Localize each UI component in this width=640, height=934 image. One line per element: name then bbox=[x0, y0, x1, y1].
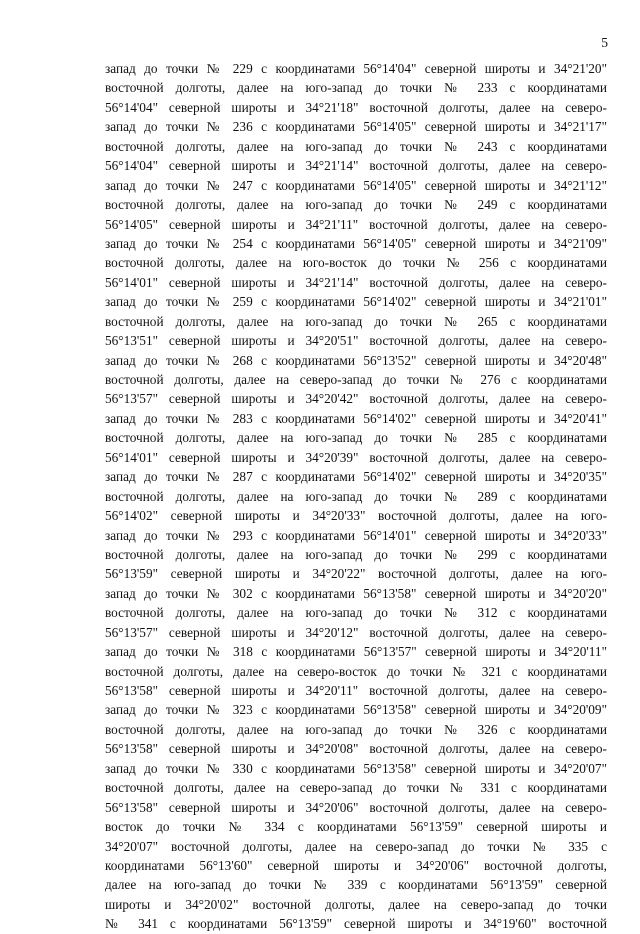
text-line: координатами 56°13'60" северной широты и 34°20'06" восточной долготы, bbox=[105, 857, 607, 873]
text-line: запад до точки № 293 с координатами 56°14'01" северной широты и 34°20'33" bbox=[105, 527, 607, 543]
text-line: 56°13'57" северной широты и 34°20'12" восточной долготы, далее на северо- bbox=[105, 624, 607, 640]
text-line: восток до точки № 334 с координатами 56°13'59" северной широты и bbox=[105, 819, 607, 835]
text-line: запад до точки № 247 с координатами 56°14'05" северной широты и 34°21'12" bbox=[105, 177, 607, 193]
text-line: запад до точки № 323 с координатами 56°13'58" северной широты и 34°20'09" bbox=[105, 702, 607, 718]
text-line: запад до точки № 330 с координатами 56°13'58" северной широты и 34°20'07" bbox=[105, 760, 607, 776]
text-line: запад до точки № 259 с координатами 56°14'02" северной широты и 34°21'01" bbox=[105, 294, 607, 310]
text-line: 56°14'04" северной широты и 34°21'14" восточной долготы, далее на северо- bbox=[105, 158, 607, 174]
text-line: восточной долготы, далее на юго-запад до точки № 249 с координатами bbox=[105, 197, 607, 213]
text-line: запад до точки № 254 с координатами 56°14'05" северной широты и 34°21'09" bbox=[105, 235, 607, 251]
text-line: далее на юго-запад до точки № 339 с координатами 56°13'59" северной bbox=[105, 877, 607, 893]
text-line: 56°14'02" северной широты и 34°20'33" восточной долготы, далее на юго- bbox=[105, 508, 607, 524]
text-line: восточной долготы, далее на юго-восток до точки № 256 с координатами bbox=[105, 255, 607, 271]
text-line: № 341 с координатами 56°13'59" северной широты и 34°19'60" восточной bbox=[105, 916, 607, 932]
text-line: 56°13'59" северной широты и 34°20'22" восточной долготы, далее на юго- bbox=[105, 566, 607, 582]
text-line: запад до точки № 287 с координатами 56°14'02" северной широты и 34°20'35" bbox=[105, 469, 607, 485]
text-line: восточной долготы, далее на юго-запад до точки № 326 с координатами bbox=[105, 721, 607, 737]
text-line: восточной долготы, далее на северо-запад до точки № 331 с координатами bbox=[105, 780, 607, 796]
text-line: восточной долготы, далее на юго-запад до точки № 243 с координатами bbox=[105, 138, 607, 154]
text-line: 56°13'58" северной широты и 34°20'08" восточной долготы, далее на северо- bbox=[105, 741, 607, 757]
text-line: запад до точки № 236 с координатами 56°14'05" северной широты и 34°21'17" bbox=[105, 119, 607, 135]
text-line: восточной долготы, далее на юго-запад до точки № 312 с координатами bbox=[105, 605, 607, 621]
text-line: восточной долготы, далее на юго-запад до точки № 285 с координатами bbox=[105, 430, 607, 446]
text-line: восточной долготы, далее на северо-запад до точки № 276 с координатами bbox=[105, 372, 607, 387]
text-line: запад до точки № 229 с координатами 56°14'04" северной широты и 34°21'20" bbox=[105, 61, 607, 76]
text-line: восточной долготы, далее на юго-запад до точки № 233 с координатами bbox=[105, 80, 607, 96]
text-line: 56°14'04" северной широты и 34°21'18" восточной долготы, далее на северо- bbox=[105, 99, 607, 115]
text-line: запад до точки № 268 с координатами 56°13'52" северной широты и 34°20'48" bbox=[105, 352, 607, 368]
text-line: восточной долготы, далее на юго-запад до точки № 299 с координатами bbox=[105, 546, 607, 562]
text-line: широты и 34°20'02" восточной долготы, далее на северо-запад до точки bbox=[105, 896, 607, 912]
text-line: восточной долготы, далее на юго-запад до точки № 265 с координатами bbox=[105, 313, 607, 329]
page-number: 5 bbox=[601, 35, 608, 50]
text-line: восточной долготы, далее на юго-запад до точки № 289 с координатами bbox=[105, 488, 607, 504]
text-line: 56°14'01" северной широты и 34°21'14" восточной долготы, далее на северо- bbox=[105, 274, 607, 290]
text-line: запад до точки № 283 с координатами 56°14'02" северной широты и 34°20'41" bbox=[105, 410, 607, 426]
text-line: 34°20'07" восточной долготы, далее на северо-запад до точки № 335 с bbox=[105, 838, 607, 854]
text-line: 56°13'58" северной широты и 34°20'06" восточной долготы, далее на северо- bbox=[105, 799, 607, 815]
text-line: запад до точки № 302 с координатами 56°13'58" северной широты и 34°20'20" bbox=[105, 585, 607, 601]
text-line: восточной долготы, далее на северо-восток до точки № 321 с координатами bbox=[105, 663, 607, 679]
text-line: 56°13'57" северной широты и 34°20'42" восточной долготы, далее на северо- bbox=[105, 391, 607, 407]
text-line: запад до точки № 318 с координатами 56°13'57" северной широты и 34°20'11" bbox=[105, 644, 607, 660]
text-line: 56°13'51" северной широты и 34°20'51" восточной долготы, далее на северо- bbox=[105, 333, 607, 349]
text-line: 56°14'01" северной широты и 34°20'39" восточной долготы, далее на северо- bbox=[105, 449, 607, 465]
text-line: 56°14'05" северной широты и 34°21'11" восточной долготы, далее на северо- bbox=[105, 216, 607, 232]
text-line: 56°13'58" северной широты и 34°20'11" восточной долготы, далее на северо- bbox=[105, 683, 607, 698]
body-text bbox=[105, 59, 607, 934]
